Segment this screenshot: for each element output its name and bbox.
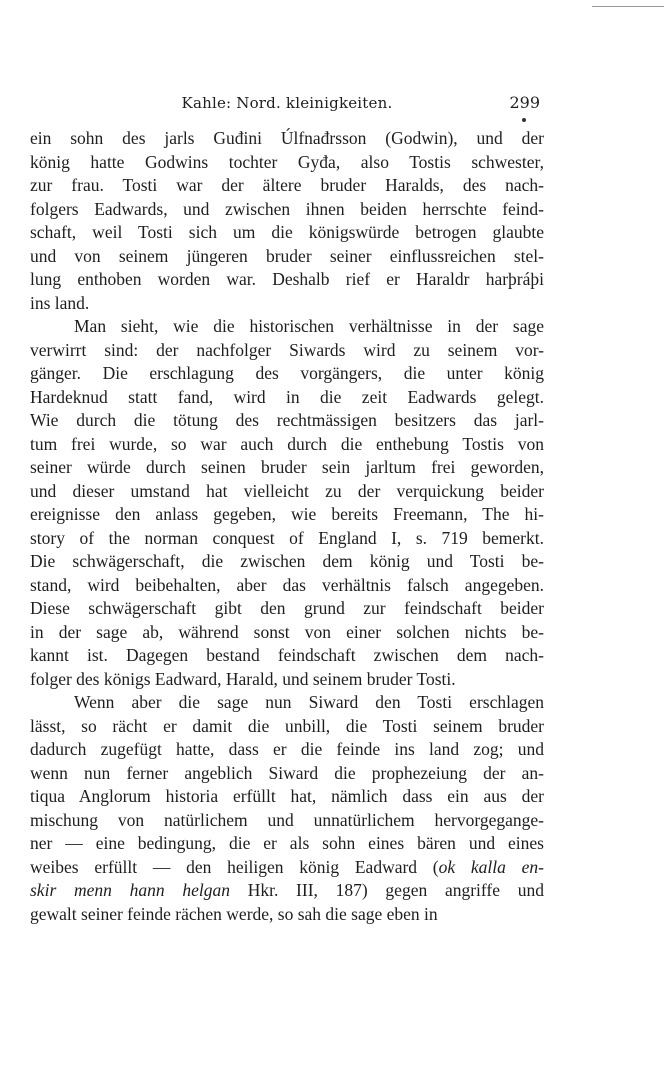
page-header	[30, 92, 544, 114]
text-line	[30, 879, 544, 903]
text-line: Wie durch die tötung des rechtmässigen besitzers das jarl-	[30, 410, 544, 430]
text-line: kannt ist. Dagegen bestand feindschaft zwischen dem nach-	[30, 645, 544, 665]
running-title: Kahle: Nord. kleinigkeiten.	[181, 94, 393, 112]
text-line: zur frau. Tosti war der ältere bruder Haralds, des nach-	[30, 175, 544, 195]
page-number: 299	[509, 93, 540, 112]
text-line: wenn nun ferner angeblich Siward die prophezeiung der an-	[30, 762, 544, 783]
text-line: seiner würde durch seinen bruder sein jarltum frei geworden,	[30, 457, 544, 477]
text-line: folgers Eadwards, und zwischen ihnen beiden herrschte feind-	[30, 198, 544, 219]
italic-quote: ok kalla en-	[438, 856, 544, 877]
text-line: könig hatte Godwins tochter Gyđa, also Tostis schwester,	[30, 151, 544, 172]
text-line: lung enthoben worden war. Deshalb rief er Haraldr harþráþi	[30, 269, 544, 289]
text-line: lässt, so rächt er damit die unbill, die Tosti seinem bruder	[30, 715, 544, 736]
text-line: und von seinem jüngeren bruder seiner einflussreichen stel-	[30, 245, 544, 266]
text-line: Hardeknud statt fand, wird in die zeit Eadwards gelegt.	[30, 386, 544, 407]
text-segment: weibes erfüllt — den heiligen könig Eadward (	[30, 856, 439, 877]
text-line: dadurch zugefügt hatte, dass er die feinde ins land zog; und	[30, 739, 544, 759]
text-line: ereignisse den anlass gegeben, wie bereits Freemann, The hi-	[30, 504, 544, 524]
text-line: stand, wird beibehalten, aber das verhältnis falsch angegeben.	[30, 574, 544, 595]
italic-quote: skir menn hann helgan	[30, 880, 230, 900]
top-edge-rule	[592, 6, 664, 7]
text-line: folger des königs Eadward, Harald, und seinem bruder Tosti.	[30, 668, 456, 689]
text-line: verwirrt sind: der nachfolger Siwards wird zu seinem vor-	[30, 339, 544, 360]
text-line: ein sohn des jarls Guđini Úlfnađrsson (Godwin), und der	[30, 128, 544, 148]
text-line: Man sieht, wie die historischen verhältnisse in der sage	[74, 316, 544, 336]
text-line: story of the norman conquest of England I, s. 719 bemerkt.	[30, 527, 544, 548]
ink-mark	[522, 118, 526, 122]
text-line: und dieser umstand hat vielleicht zu der verquickung beider	[30, 480, 544, 501]
body-text	[30, 127, 544, 926]
text-line: schaft, weil Tosti sich um die königswürde betrogen glaubte	[30, 222, 544, 242]
text-line: tiqua Anglorum historia erfüllt hat, nämlich dass ein aus der	[30, 786, 544, 806]
text-line: Wenn aber die sage nun Siward den Tosti erschlagen	[74, 692, 544, 712]
text-line: ner — eine bedingung, die er als sohn eines bären und eines	[30, 833, 544, 853]
text-line: gewalt seiner feinde rächen werde, so sah die sage eben in	[30, 903, 438, 924]
text-line: Die schwägerschaft, die zwischen dem könig und Tosti be-	[30, 551, 544, 571]
text-line: mischung von natürlichem und unnatürlichem hervorgegange-	[30, 809, 544, 830]
text-line: ins land.	[30, 292, 90, 313]
text-line: in der sage ab, während sonst von einer solchen nichts be-	[30, 621, 544, 642]
text-line	[30, 856, 544, 880]
text-line: tum frei wurde, so war auch durch die enthebung Tostis von	[30, 433, 544, 454]
text-line: Diese schwägerschaft gibt den grund zur feindschaft beider	[30, 598, 544, 618]
text-line: gänger. Die erschlagung des vorgängers, die unter könig	[30, 363, 544, 383]
text-segment: Hkr. III, 187) gegen angriffe und	[229, 880, 544, 900]
